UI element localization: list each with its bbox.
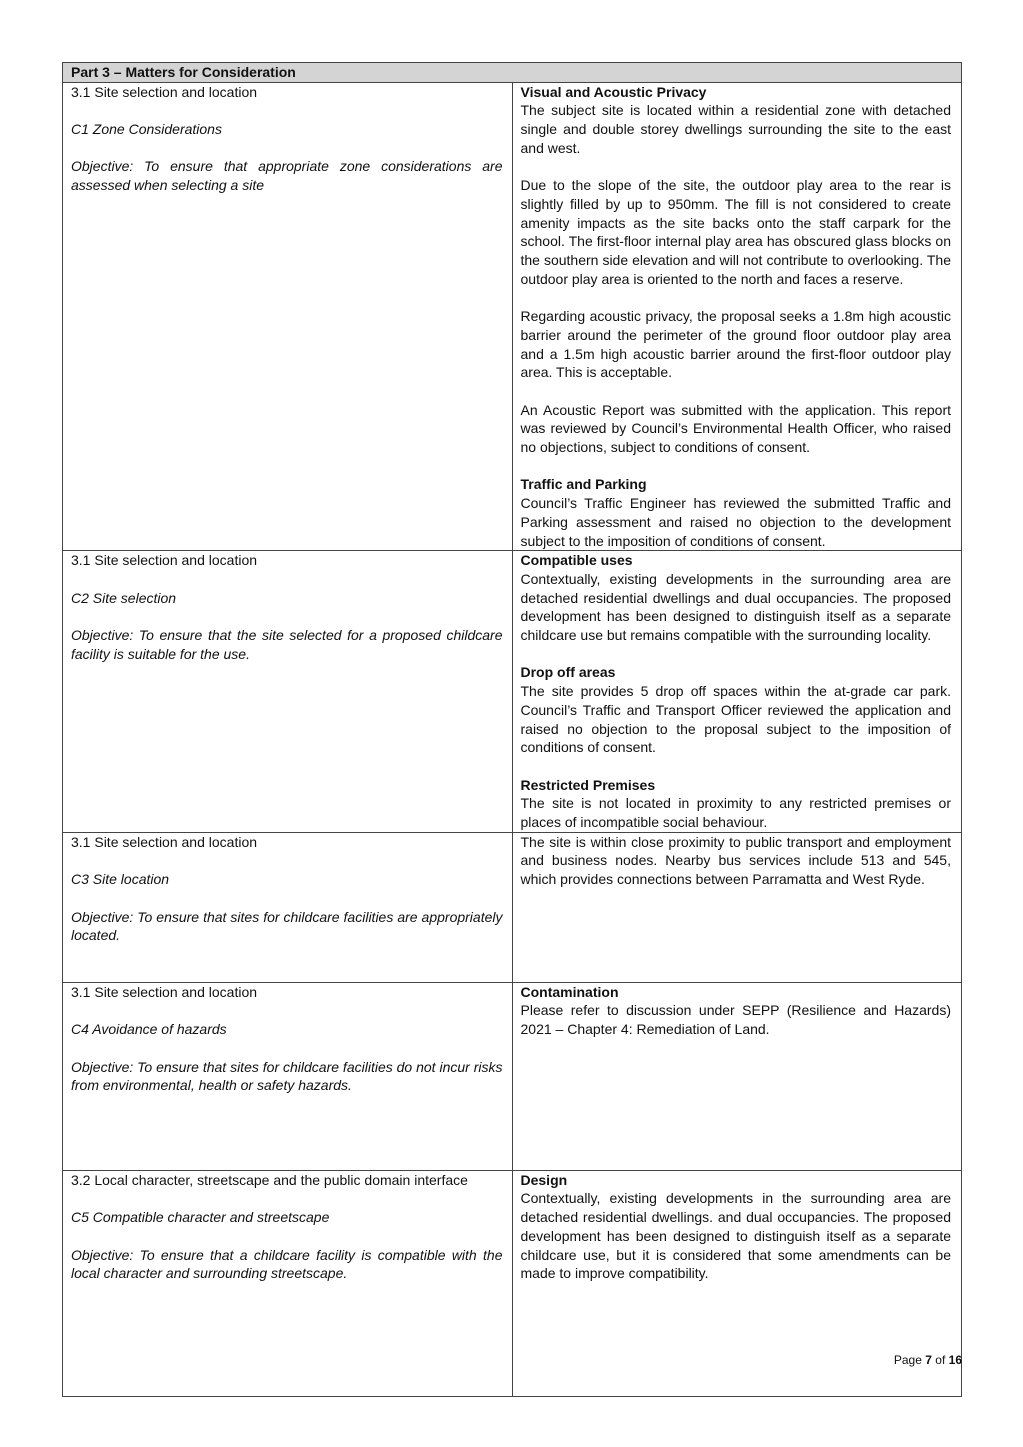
block-heading: Compatible uses — [520, 552, 633, 569]
block-text: Regarding acoustic privacy, the proposal seeks a 1.8m high acoustic barrier around the perimeter of the ground floor outdoor play area and a 1.5m high acoustic barrier around the first-floor outdoor play area. This is acceptable. — [520, 308, 951, 381]
table-header: Part 3 – Matters for Consideration — [63, 63, 962, 83]
objective-text: Objective: To ensure that appropriate zone considerations are assessed when selecting a site — [71, 158, 503, 194]
assessment-cell — [512, 982, 962, 1170]
control-label: C5 Compatible character and streetscape — [71, 1209, 330, 1226]
page-footer — [894, 1353, 962, 1367]
criteria-cell — [63, 1170, 513, 1396]
control-label: C2 Site selection — [71, 589, 177, 606]
section-label: 3.1 Site selection and location — [71, 552, 258, 569]
table-row — [63, 551, 962, 833]
control-label: C3 Site location — [71, 871, 170, 888]
table-row — [63, 832, 962, 982]
objective-text: Objective: To ensure that the site selected for a proposed childcare facility is suitable for the use. — [71, 627, 503, 662]
block-text: The site provides 5 drop off spaces within the at-grade car park. Council’s Traffic and Transport Officer reviewed the application and raised no objection to the proposal subject to the imposition of conditions of consent. — [520, 683, 951, 756]
block-text: An Acoustic Report was submitted with the application. This report was reviewed by Council’s Environmental Health Officer, who raised no objections, subject to conditions of consent. — [520, 401, 951, 456]
control-label: C4 Avoidance of hazards — [71, 1021, 227, 1038]
criteria-cell — [63, 982, 513, 1170]
block-text: The site is within close proximity to public transport and employment and business nodes. Nearby bus services include 513 and 545, which provides connections between Parramatta and West Ryde. — [520, 833, 951, 888]
of-word: of — [935, 1353, 946, 1367]
assessment-cell — [512, 82, 962, 551]
block-heading: Design — [520, 1171, 568, 1188]
table-row — [63, 1170, 962, 1396]
assessment-cell — [512, 551, 962, 833]
section-label: 3.2 Local character, streetscape and the public domain interface — [71, 1171, 468, 1188]
table-row — [63, 82, 962, 551]
criteria-cell — [63, 82, 513, 551]
objective-text: Objective: To ensure that sites for childcare facilities do not incur risks from environmental, health or safety hazards. — [71, 1058, 503, 1094]
block-text: Due to the slope of the site, the outdoor play area to the rear is slightly filled by up to 950mm. The fill is not considered to create amenity impacts as the site backs onto the staff carpark for the school. The first-floor internal play area has obscured glass blocks on the southern side elevation and will not contribute to overlooking. The outdoor play area is oriented to the north and faces a reserve. — [520, 177, 951, 287]
section-label: 3.1 Site selection and location — [71, 983, 258, 1000]
section-label: 3.1 Site selection and location — [71, 833, 258, 850]
block-heading: Drop off areas — [520, 664, 616, 681]
criteria-cell — [63, 551, 513, 833]
objective-text: Objective: To ensure that sites for childcare facilities are appropriately located. — [71, 908, 503, 944]
page-number: 7 — [925, 1353, 932, 1367]
block-text: Please refer to discussion under SEPP (Resilience and Hazards) 2021 – Chapter 4: Remediation of Land. — [520, 1002, 951, 1038]
block-text: The subject site is located within a residential zone with detached single and double storey dwellings surrounding the site to the east and west. — [520, 102, 951, 156]
block-text: The site is not located in proximity to any restricted premises or places of incompatible social behaviour. — [520, 795, 951, 831]
block-text: Contextually, existing developments in the surrounding area are detached residential dwellings. and dual occupancies. The proposed development has been designed to distinguish itself as a separate childcare use, but it is considered that some amendments can be made to improve compatibility. — [520, 1190, 951, 1282]
assessment-cell — [512, 832, 962, 982]
block-heading: Traffic and Parking — [520, 476, 647, 493]
table-header-row — [63, 63, 962, 83]
block-heading: Contamination — [520, 983, 619, 1000]
block-heading: Restricted Premises — [520, 776, 656, 793]
control-label: C1 Zone Considerations — [71, 121, 222, 138]
objective-text: Objective: To ensure that a childcare facility is compatible with the local character and surrounding streetscape. — [71, 1246, 503, 1282]
block-text: Council’s Traffic Engineer has reviewed the submitted Traffic and Parking assessment and raised no objection to the development subject to the imposition of conditions of consent. — [520, 495, 951, 549]
section-label: 3.1 Site selection and location — [71, 83, 258, 100]
criteria-cell — [63, 832, 513, 982]
total-pages: 16 — [948, 1353, 962, 1367]
table-row — [63, 982, 962, 1170]
page-word: Page — [893, 1353, 922, 1367]
matters-table — [62, 62, 962, 1397]
block-text: Contextually, existing developments in the surrounding area are detached residential dwellings and dual occupancies. The proposed development has been designed to distinguish itself as a separate childcare use but remains compatible with the surrounding locality. — [520, 570, 951, 644]
block-heading: Visual and Acoustic Privacy — [520, 83, 707, 100]
